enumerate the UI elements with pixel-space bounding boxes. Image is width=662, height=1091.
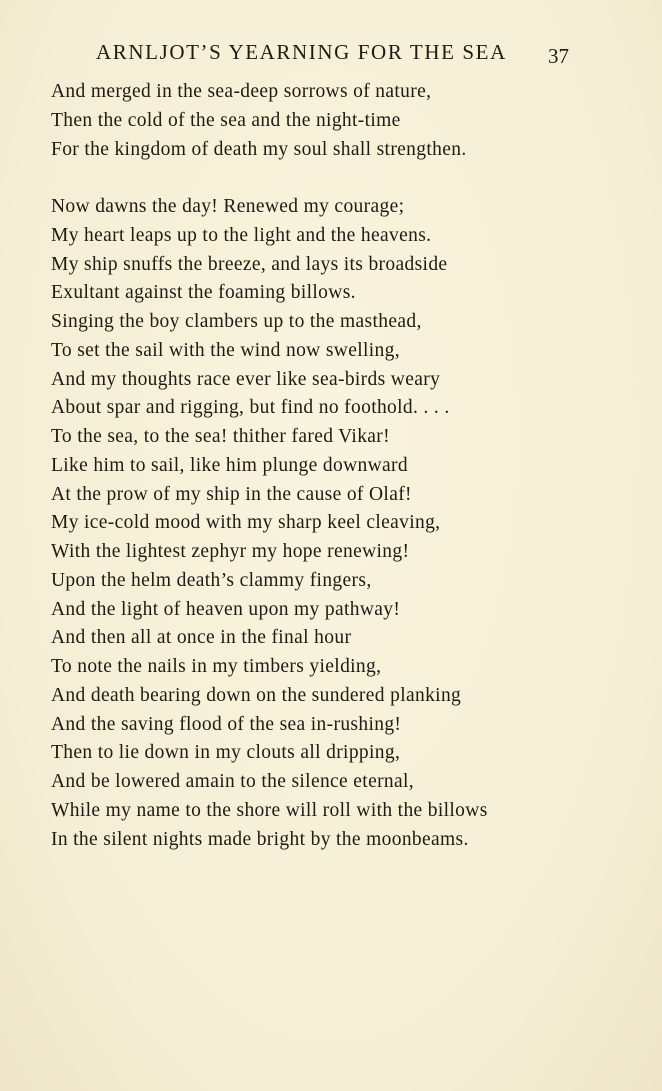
poem-line: And the saving flood of the sea in-rushing! [51,713,402,735]
poem-line: Like him to sail, like him plunge downward [51,454,408,476]
poem-line: And then all at once in the final hour [51,627,352,649]
poem-line: For the kingdom of death my soul shall strengthen. [51,138,467,160]
poem-line: And merged in the sea-deep sorrows of nature, [51,81,432,102]
stanza-1 [51,78,651,164]
poem-line: Singing the boy clambers up to the masthead, [51,311,422,333]
poem-line: To note the nails in my timbers yielding, [51,656,382,678]
poem-line: In the silent nights made bright by the moonbeams. [51,828,469,850]
poem-line: Upon the helm death’s clammy fingers, [51,569,372,591]
poem-line: While my name to the shore will roll with the billows [51,799,488,821]
poem-line: To set the sail with the wind now swelling, [51,339,400,361]
running-head [0,38,662,68]
poem-line: To the sea, to the sea! thither fared Vikar! [51,426,390,448]
poem-line: And be lowered amain to the silence eternal, [51,771,415,793]
stanza-2 [51,193,651,854]
poem-line: And death bearing down on the sundered planking [51,684,462,706]
poem-line: Exultant against the foaming billows. [51,282,356,304]
poem-line: With the lightest zephyr my hope renewing! [51,541,410,563]
poem-line: At the prow of my ship in the cause of Olaf! [51,483,412,505]
running-head-title: ARNLJOT’S YEARNING FOR THE SEA [96,40,507,64]
poem-line: And my thoughts race ever like sea-birds weary [51,368,441,390]
poem-line: My ship snuffs the breeze, and lays its broadside [51,253,448,275]
poem-line: Then to lie down in my clouts all dripping, [51,742,401,764]
poem-line: My ice-cold mood with my sharp keel cleaving, [51,512,441,534]
poem-text [51,78,651,854]
poem-line: And the light of heaven upon my pathway! [51,598,401,620]
page-number: 37 [548,44,569,68]
poem-line: Now dawns the day! Renewed my courage; [51,196,405,218]
poem-line: About spar and rigging, but find no foothold. . . . [51,397,450,419]
poem-line: Then the cold of the sea and the night-time [51,109,401,131]
poem-line: My heart leaps up to the light and the heavens. [51,224,432,246]
